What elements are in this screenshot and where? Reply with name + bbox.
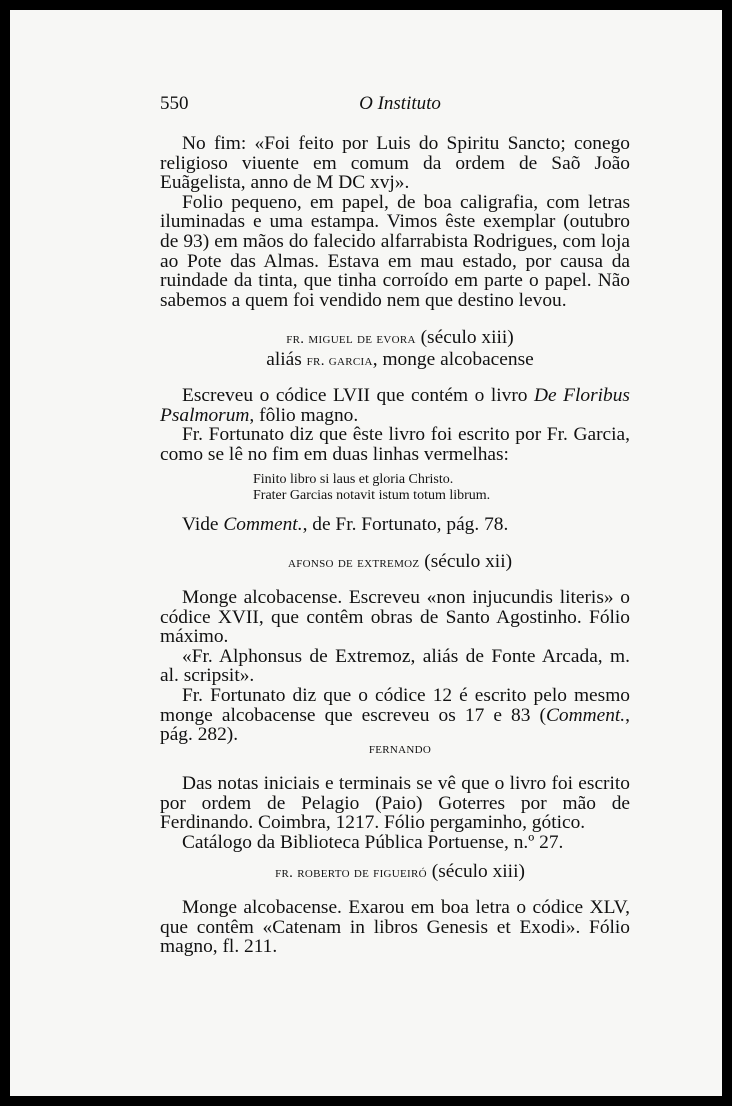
heading-century: (século xiii) <box>415 327 514 348</box>
running-header <box>160 94 640 118</box>
paragraph-line: Folio pequeno, em papel, de boa caligrafia, com letras iluminadas e uma estampa. Vimos êste exemplar (outubro de 93) em mãos do falecido alfarrabista Rodrigues, com loja ao Pote das Almas. Estava em mau estado, por causa da ruindade da tinta, que tinha corroído em parte o papel. Não sabemos a quem foi vendido nem que destino levou. <box>160 191 630 311</box>
paragraph-vide <box>160 515 630 535</box>
quote-line: Frater Garcias notavit istum totum librum. <box>253 488 491 503</box>
book-title: De Floribus Psalmorum <box>160 385 630 426</box>
latin-quote <box>253 472 633 504</box>
paragraph-line: Monge alcobacense. Escreveu «non injucundis literis» o códice XVII, que contêm obras de Santo Agostinho. Fólio máximo. <box>160 587 630 648</box>
paragraph-colophon <box>160 134 630 310</box>
section-heading-roberto <box>160 862 640 884</box>
heading-alias-rest: , monge alcobacense <box>372 348 534 370</box>
heading-alias-name: fr. garcia <box>306 352 373 369</box>
text-run: , fôlio magno. <box>249 404 359 426</box>
text-run: , pág. 282). <box>160 704 630 746</box>
running-title: O Instituto <box>359 93 441 114</box>
paragraph-afonso <box>160 588 630 745</box>
heading-name: fr. miguel de evora <box>286 331 416 347</box>
page-number: 550 <box>160 93 189 114</box>
quote-line: Finito libro si laus et gloria Christo. <box>253 472 454 487</box>
text-run: Fr. Fortunato diz que o códice 12 é escrito pelo mesmo monge alcobacense que escreveu os 17 e 83 ( <box>160 684 630 726</box>
section-heading-afonso <box>160 552 640 574</box>
section-heading-miguel <box>160 328 640 371</box>
paragraph-line: Monge alcobacense. Exarou em boa letra o códice XLV, que contêm «Catenam in libros Genesis et Exodi». Fólio magno, fl. 211. <box>160 897 630 958</box>
paragraph-line: No fim: «Foi feito por Luis do Spiritu Sancto; conego religioso viuente em comum da ordem de Saõ João Euãgelista, anno de M DC xvj». <box>160 133 630 194</box>
heading-century: (século xiii) <box>426 861 525 882</box>
text-run: Escreveu o códice LVII que contém o livro <box>182 385 535 406</box>
paragraph-line: Fr. Fortunato diz que êste livro foi escrito por Fr. Garcia, como se lê no fim em duas linhas vermelhas: <box>160 424 630 465</box>
paragraph-roberto <box>160 898 630 957</box>
text-run: , de Fr. Fortunato, pág. 78. <box>302 514 509 535</box>
heading-century: (século xii) <box>419 551 513 572</box>
scanned-page <box>10 10 722 1096</box>
paragraph-fernando <box>160 774 630 852</box>
paragraph-line: Catálogo da Biblioteca Pública Portuense, n.º 27. <box>182 831 564 853</box>
heading-name: fernando <box>368 741 432 757</box>
paragraph-line: «Fr. Alphonsus de Extremoz, aliás de Fonte Arcada, m. al. scripsit». <box>160 645 630 687</box>
paragraph-codex-lvii <box>160 386 630 464</box>
heading-name: afonso de extremoz <box>287 555 420 571</box>
heading-name: fr. roberto de figueiró <box>275 865 427 881</box>
reference-title: Comment. <box>223 514 303 535</box>
section-heading-fernando <box>160 738 640 760</box>
heading-alias-prefix: aliás <box>266 348 307 370</box>
text-run: Vide <box>182 514 224 535</box>
reference-title: Comment. <box>545 704 626 726</box>
paragraph-line: Das notas iniciais e terminais se vê que o livro foi escrito por ordem de Pelagio (Paio) Goterres por mão de Ferdinando. Coimbra, 1217. Fólio pergaminho, gótico. <box>160 773 630 834</box>
